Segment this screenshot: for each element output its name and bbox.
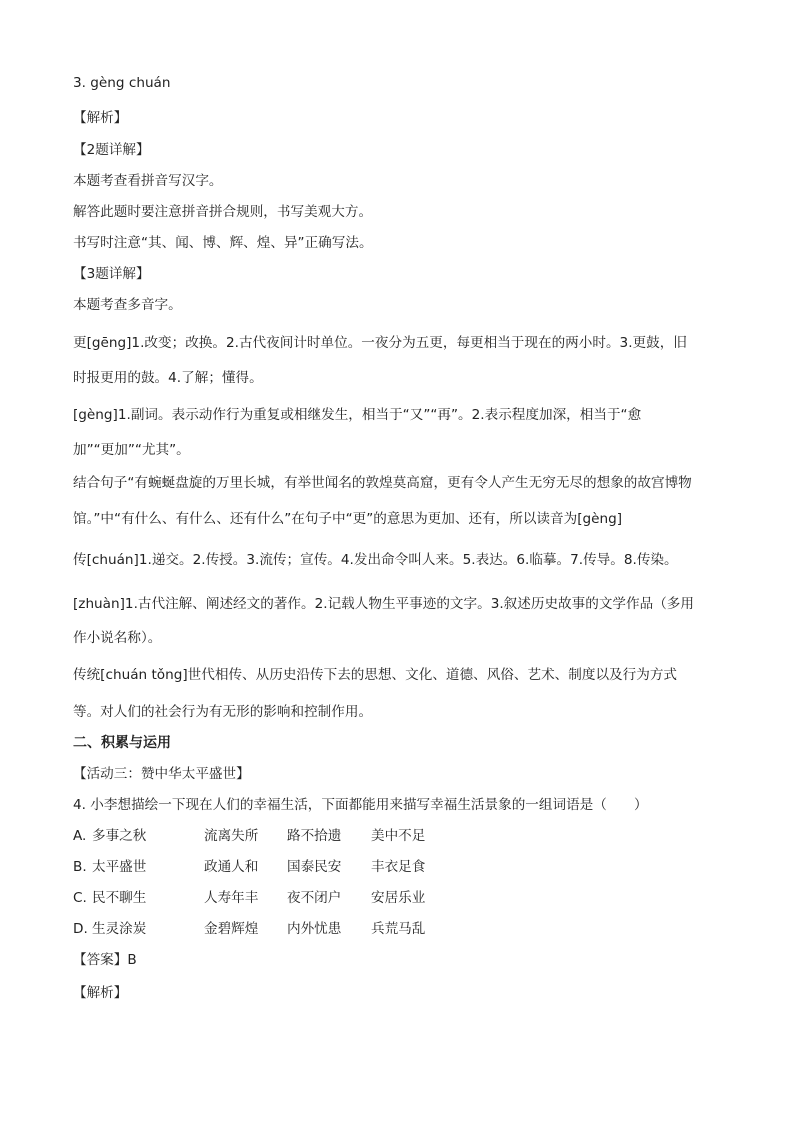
option-word: 多事之秋 [92,828,147,844]
paragraph: 结合句子“有蜿蜒盘旋的万里长城，有举世闻名的敦煌莫高窟，更有令人产生无穷无尽的想象的故宫博物 [73,475,692,491]
option-word: 流离失所 [204,828,259,844]
option-word: 夜不闭户 [287,890,342,906]
option-word: 政通人和 [204,859,259,875]
option-label: A. [73,828,87,844]
paragraph: 本题考查多音字。 [73,297,182,313]
paragraph: 传统[chuán tǒng]世代相传、从历史沿传下去的思想、文化、道德、风俗、艺术、制度以及行为方式 [73,667,678,683]
option-word: 路不拾遗 [287,828,342,844]
analysis-label: 【解析】 [73,110,128,126]
q2-detail-heading: 【2题详解】 [73,142,150,158]
paragraph: 时报更用的鼓。4.了解；懂得。 [73,370,263,386]
option-word: 国泰民安 [287,859,342,875]
option-word: 人寿年丰 [204,890,259,906]
paragraph: 解答此题时要注意拼音拼合规则，书写美观大方。 [73,204,373,220]
paragraph: 加”“更加”“尤其”。 [73,442,190,458]
option-word: 内外忧患 [287,921,342,937]
option-word: 太平盛世 [92,859,147,875]
option-word: 生灵涂炭 [92,921,147,937]
option-word: 金碧辉煌 [204,921,259,937]
paragraph: [gèng]1.副词。表示动作行为重复或相继发生，相当于“又”“再”。2.表示程度加深，相当于“愈 [73,407,642,423]
paragraph: 作小说名称）。 [73,630,162,646]
option-word: 兵荒马乱 [371,921,426,937]
paragraph: [zhuàn]1.古代注解、阐述经文的著作。2.记载人物生平事迹的文字。3.叙述历史故事的文学作品（多用 [73,596,694,612]
paragraph: 更[gēng]1.改变；改换。2.古代夜间计时单位。一夜分为五更，每更相当于现在的两小时。3.更鼓，旧 [73,335,687,351]
paragraph: 书写时注意“其、闻、博、辉、煌、异”正确写法。 [73,235,373,251]
option-word: 民不聊生 [92,890,147,906]
option-label: C. [73,890,87,906]
question-4: 4. 小李想描绘一下现在人们的幸福生活，下面都能用来描写幸福生活景象的一组词语是（ ） [73,797,648,813]
option-label: B. [73,859,87,875]
q3-detail-heading: 【3题详解】 [73,266,150,282]
paragraph: 传[chuán]1.递交。2.传授。3.流传；宣传。4.发出命令叫人来。5.表达。6.临摹。7.传导。8.传染。 [73,552,678,568]
option-word: 安居乐业 [371,890,426,906]
paragraph: 本题考查看拼音写汉字。 [73,173,223,189]
section-heading: 二、积累与运用 [73,735,171,751]
paragraph: 等。对人们的社会行为有无形的影响和控制作用。 [73,704,373,720]
answer-label: 【答案】B [73,952,137,968]
analysis-label: 【解析】 [73,985,128,1001]
option-label: D. [73,921,88,937]
paragraph: 馆。”中“有什么、有什么、还有什么”在句子中“更”的意思为更加、还有，所以读音为[gèng] [73,511,623,527]
option-word: 美中不足 [371,828,426,844]
activity-heading: 【活动三：赞中华太平盛世】 [73,766,250,782]
answer-line-3: 3. gèng chuán [73,75,171,91]
option-word: 丰衣足食 [371,859,426,875]
